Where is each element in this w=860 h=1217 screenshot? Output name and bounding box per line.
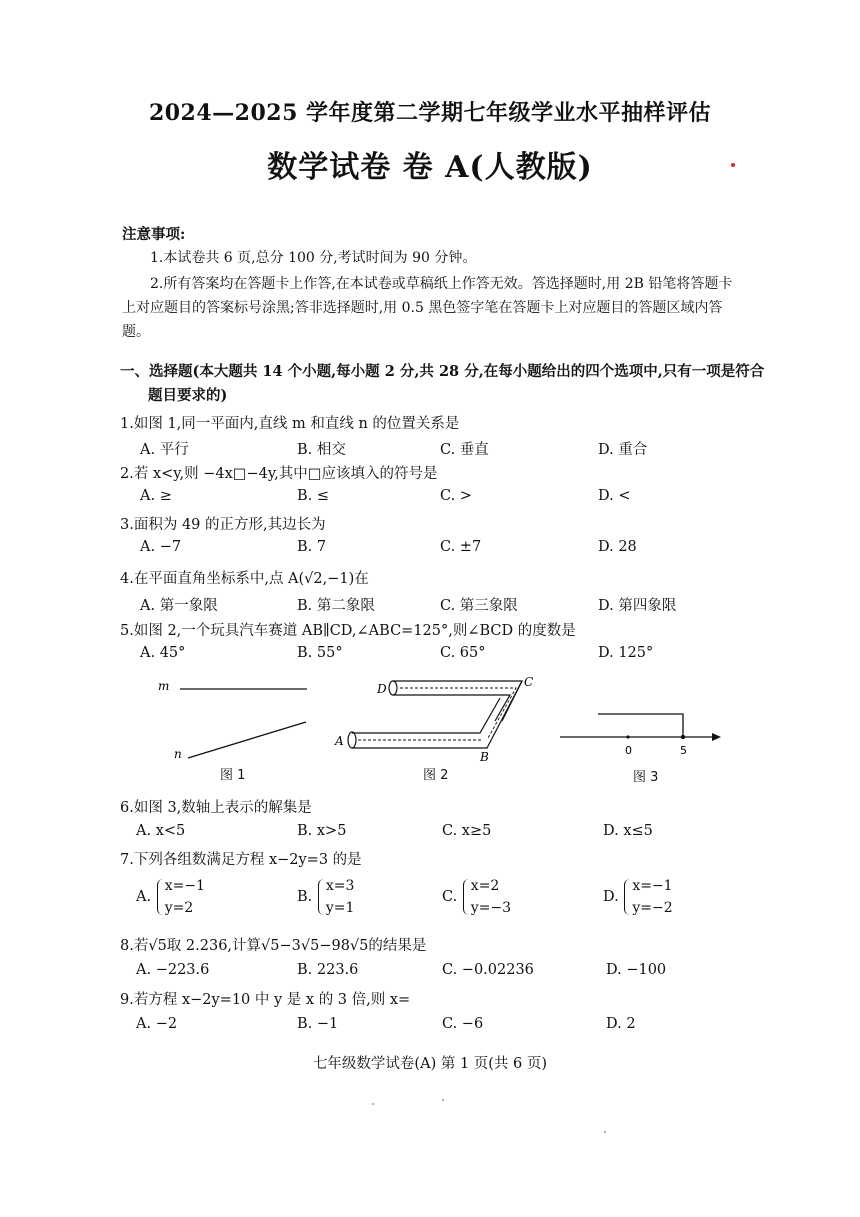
question-4-option-d: D. 第四象限 [598, 598, 677, 614]
figure-3-caption: 图 3 [633, 770, 659, 785]
line-n [188, 722, 306, 758]
question-8-option-a: A. −223.6 [136, 962, 210, 978]
system-b-y: y=1 [325, 900, 355, 916]
question-2-option-d: D. < [598, 488, 631, 504]
section1-heading: 一、选择题(本大题共 14 个小题,每小题 2 分,共 28 分,在每小题给出的四个选项中,只有一项是符合题目要求的) [120, 363, 765, 404]
question-7-option-d [603, 875, 673, 919]
question-9-option-d: D. 2 [606, 1016, 636, 1032]
option-d-letter: D. [603, 889, 619, 905]
equation-system-c [462, 875, 511, 919]
equation-system-b [317, 875, 355, 919]
system-d-y: y=−2 [632, 900, 673, 916]
scan-speck [604, 1131, 606, 1133]
figure-1-caption: 图 1 [220, 768, 246, 783]
track-end-a [348, 732, 356, 748]
question-6-option-c: C. x≥5 [442, 823, 492, 839]
question-6-option-d: D. x≤5 [603, 823, 653, 839]
question-6-option-b: B. x>5 [297, 823, 347, 839]
question-4-option-a: A. 第一象限 [140, 598, 218, 614]
system-c-y: y=−3 [470, 900, 512, 916]
label-m: m [158, 679, 170, 693]
question-1-option-a: A. 平行 [140, 442, 189, 458]
question-7-option-b [297, 875, 354, 919]
track-end-d [389, 681, 397, 695]
question-4-stem: 4.在平面直角坐标系中,点 A(√2,−1)在 [120, 571, 369, 587]
question-3-option-a: A. −7 [140, 539, 182, 555]
question-2-option-b: B. ≤ [297, 488, 330, 504]
equation-system-d [623, 875, 672, 919]
tick-5-point [681, 735, 685, 739]
track-outer-top [393, 681, 522, 721]
question-1-stem: 1.如图 1,同一平面内,直线 m 和直线 n 的位置关系是 [120, 416, 460, 432]
question-2-stem: 2.若 x<y,则 −4x□−4y,其中□应该填入的符号是 [120, 466, 438, 482]
question-1-option-d: D. 重合 [598, 442, 648, 458]
system-b-x: x=3 [325, 878, 355, 894]
figure-3-number-line [555, 700, 730, 760]
track-inner-top [393, 695, 510, 721]
question-6-stem: 6.如图 3,数轴上表示的解集是 [120, 800, 312, 816]
question-9-option-b: B. −1 [297, 1016, 339, 1032]
question-5-option-b: B. 55° [297, 645, 343, 661]
label-b: B [480, 750, 489, 764]
question-5-stem: 5.如图 2,一个玩具汽车赛道 AB∥CD,∠ABC=125°,则∠BCD 的度数是 [120, 623, 576, 639]
system-c-x: x=2 [470, 878, 500, 894]
scan-speck [372, 1103, 374, 1105]
tick-label-5: 5 [680, 744, 687, 757]
red-ink-mark [731, 163, 735, 167]
option-c-letter: C. [442, 889, 458, 905]
tick-label-0: 0 [625, 744, 632, 757]
exam-title-line2: 数学试卷 卷 A(人教版) [267, 150, 593, 185]
question-5-option-c: C. 65° [440, 645, 486, 661]
question-8-option-d: D. −100 [606, 962, 667, 978]
scan-speck [442, 1099, 444, 1101]
notes-item-2: 2.所有答案均在答题卡上作答,在本试卷或草稿纸上作答无效。答选择题时,用 2B 铅笔将答题卡上对应题目的答案标号涂黑;答非选择题时,用 0.5 黑色签字笔在答题卡上对应题目的答题区域内答题。 [122, 276, 733, 340]
solution-ray [598, 714, 683, 737]
question-4-option-c: C. 第三象限 [440, 598, 518, 614]
equation-system-a [156, 875, 205, 919]
exam-title-line1: 2024—2025 学年度第二学期七年级学业水平抽样评估 [148, 100, 712, 126]
question-6-option-a: A. x<5 [136, 823, 186, 839]
track-inner-bottom [352, 698, 500, 733]
label-n: n [174, 747, 182, 761]
axis-arrow [712, 733, 721, 741]
label-c: C [524, 675, 534, 689]
system-a-x: x=−1 [164, 878, 205, 894]
question-1-option-c: C. 垂直 [440, 442, 489, 458]
system-a-y: y=2 [164, 900, 194, 916]
question-2-option-c: C. > [440, 488, 472, 504]
question-8-stem: 8.若√5取 2.236,计算√5−3√5−98√5的结果是 [120, 938, 427, 954]
question-7-option-a [136, 875, 205, 919]
question-7-stem: 7.下列各组数满足方程 x−2y=3 的是 [120, 852, 362, 868]
option-a-letter: A. [136, 889, 152, 905]
question-4-option-b: B. 第二象限 [297, 598, 375, 614]
question-7-option-c [442, 875, 511, 919]
tick-0-point [626, 735, 629, 738]
question-8-option-b: B. 223.6 [297, 962, 359, 978]
notes-heading: 注意事项: [122, 226, 186, 243]
system-d-x: x=−1 [632, 878, 673, 894]
notes-item-1: 1.本试卷共 6 页,总分 100 分,考试时间为 90 分钟。 [150, 250, 477, 266]
question-2-option-a: A. ≥ [140, 488, 172, 504]
question-5-option-d: D. 125° [598, 645, 654, 661]
question-9-option-a: A. −2 [136, 1016, 178, 1032]
question-3-option-c: C. ±7 [440, 539, 482, 555]
label-a: A [335, 734, 344, 748]
question-8-option-c: C. −0.02236 [442, 962, 534, 978]
question-5-option-a: A. 45° [140, 645, 186, 661]
option-b-letter: B. [297, 889, 313, 905]
page-footer: 七年级数学试卷(A) 第 1 页(共 6 页) [312, 1056, 548, 1072]
figure-2-caption: 图 2 [423, 768, 449, 783]
question-9-option-c: C. −6 [442, 1016, 484, 1032]
question-3-option-b: B. 7 [297, 539, 327, 555]
question-3-option-d: D. 28 [598, 539, 637, 555]
question-1-option-b: B. 相交 [297, 442, 346, 458]
question-9-stem: 9.若方程 x−2y=10 中 y 是 x 的 3 倍,则 x= [120, 992, 411, 1008]
figure-2-track [330, 668, 540, 768]
label-d: D [377, 682, 387, 696]
question-3-stem: 3.面积为 49 的正方形,其边长为 [120, 517, 326, 533]
